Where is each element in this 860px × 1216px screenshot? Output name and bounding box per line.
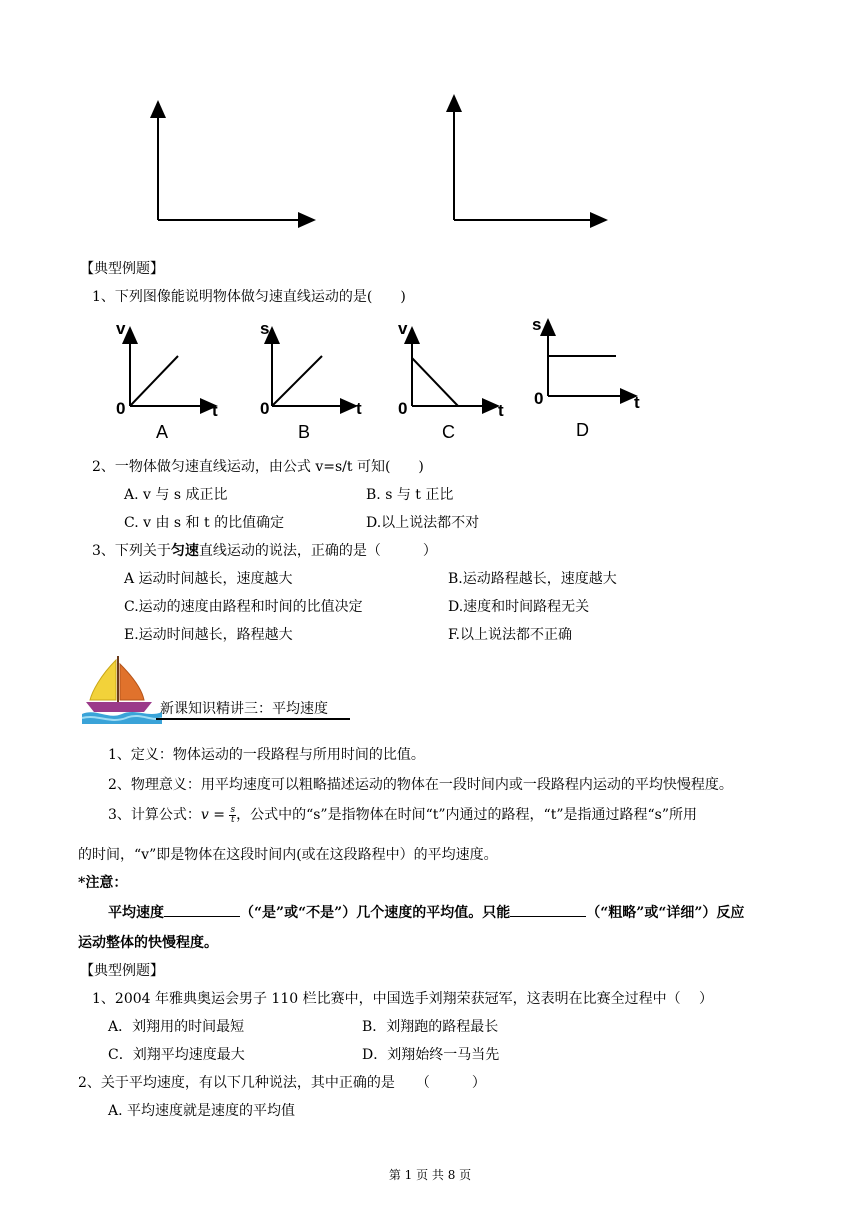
note-heading: *注意： — [78, 875, 128, 891]
question-2-option-d: D.以上说法都不对 — [366, 515, 480, 531]
note-line-2: 运动整体的快慢程度。 — [78, 935, 218, 951]
question-3-option-e: E.运动时间越长，路程越大 — [124, 627, 293, 643]
question-3-emphasis: 匀速 — [170, 543, 199, 559]
question-3 — [92, 540, 437, 560]
formula-line — [108, 804, 697, 825]
example-2-question-2-option-a: A. 平均速度就是速度的平均值 — [108, 1103, 296, 1119]
formula-continuation: 的时间，“v”即是物体在这段时间内(或在这段路程中）的平均速度。 — [78, 847, 498, 863]
graph-a-y-label: v — [116, 319, 126, 338]
question-3-suffix: 直线运动的说法，正确的是（ ） — [198, 543, 437, 559]
graph-a — [112, 320, 222, 440]
graph-a-x-label: t — [212, 401, 218, 420]
blank-axes-left — [148, 98, 318, 228]
formula-explanation: ，公式中的“s”是指物体在时间“t”内通过的路程，“t”是指通过路程“s”所用 — [236, 807, 697, 823]
example-2-question-1-option-b: B．刘翔跑的路程最长 — [362, 1019, 499, 1035]
formula-numerator: s — [230, 804, 236, 815]
blank-1[interactable] — [164, 902, 240, 917]
formula-label: 3、计算公式： — [108, 807, 201, 823]
example-2-question-1-option-a: A．刘翔用的时间最短 — [108, 1019, 245, 1035]
definition-text: 1、定义：物体运动的一段路程与所用时间的比值。 — [108, 747, 425, 763]
formula-lhs: v = — [200, 807, 230, 823]
graph-c-x-label: t — [498, 401, 504, 420]
graph-b-origin: 0 — [260, 399, 270, 418]
question-2-option-a: A. v 与 s 成正比 — [124, 487, 228, 503]
graph-c-origin: 0 — [398, 399, 408, 418]
graph-c-y-label: v — [398, 319, 408, 338]
question-2-option-c: C. v 由 s 和 t 的比值确定 — [124, 515, 285, 531]
example-heading-1: 【典型例题】 — [80, 261, 164, 277]
graph-d-x-label: t — [634, 393, 640, 412]
graph-a-origin: 0 — [116, 399, 126, 418]
formula-denominator: t — [230, 814, 235, 825]
example-2-question-1-option-d: D．刘翔始终一马当先 — [362, 1047, 500, 1063]
blank-2[interactable] — [510, 902, 586, 917]
question-3-prefix: 3、下列关于 — [92, 543, 171, 559]
graph-d — [526, 314, 656, 440]
note-part-3: （“粗略”或“详细”）反应 — [586, 905, 745, 921]
question-3-option-a: A 运动时间越长，速度越大 — [124, 571, 293, 587]
blank-axes-right — [444, 94, 614, 224]
graph-b-y-label: s — [260, 319, 270, 338]
graph-c-label: C — [442, 422, 455, 442]
question-3-option-c: C.运动的速度由路程和时间的比值决定 — [124, 599, 363, 615]
graph-d-y-label: s — [532, 315, 542, 334]
example-heading-2: 【典型例题】 — [80, 963, 164, 979]
graph-b-label: B — [298, 422, 311, 442]
graph-b-x-label: t — [356, 399, 362, 418]
graph-d-label: D — [576, 420, 589, 440]
sailboat-icon — [82, 654, 162, 726]
section-title: 新课知识精讲三：平均速度 — [160, 701, 328, 717]
example-2-question-2: 2、关于平均速度，有以下几种说法，其中正确的是 （ ） — [78, 1075, 486, 1091]
example-2-question-1: 1、2004 年雅典奥运会男子 110 栏比赛中，中国选手刘翔荣获冠军，这表明在比赛全过程中（ ） — [92, 991, 714, 1007]
question-3-option-b: B.运动路程越长，速度越大 — [448, 571, 617, 587]
graph-b — [254, 320, 364, 440]
example-2-question-1-option-c: C．刘翔平均速度最大 — [108, 1047, 245, 1063]
graph-d-origin: 0 — [534, 389, 544, 408]
question-1: 1、下列图像能说明物体做匀速直线运动的是( ) — [92, 289, 406, 305]
question-2: 2、一物体做匀速直线运动，由公式 v=s/t 可知( ) — [92, 459, 424, 475]
section-underline — [156, 718, 350, 720]
graph-a-label: A — [156, 422, 169, 442]
page-footer: 第 1 页 共 8 页 — [388, 1168, 472, 1182]
question-3-option-d: D.速度和时间路程无关 — [448, 599, 590, 615]
note-line-1 — [108, 902, 744, 922]
question-3-option-f: F.以上说法都不正确 — [448, 627, 572, 643]
note-part-2: （“是”或“不是”）几个速度的平均值。只能 — [240, 905, 511, 921]
question-2-option-b: B. s 与 t 正比 — [366, 487, 454, 503]
meaning-text: 2、物理意义：用平均速度可以粗略描述运动的物体在一段时间内或一段路程内运动的平均快慢程度。 — [108, 777, 733, 793]
graph-c — [394, 320, 514, 440]
note-part-1: 平均速度 — [108, 905, 164, 921]
